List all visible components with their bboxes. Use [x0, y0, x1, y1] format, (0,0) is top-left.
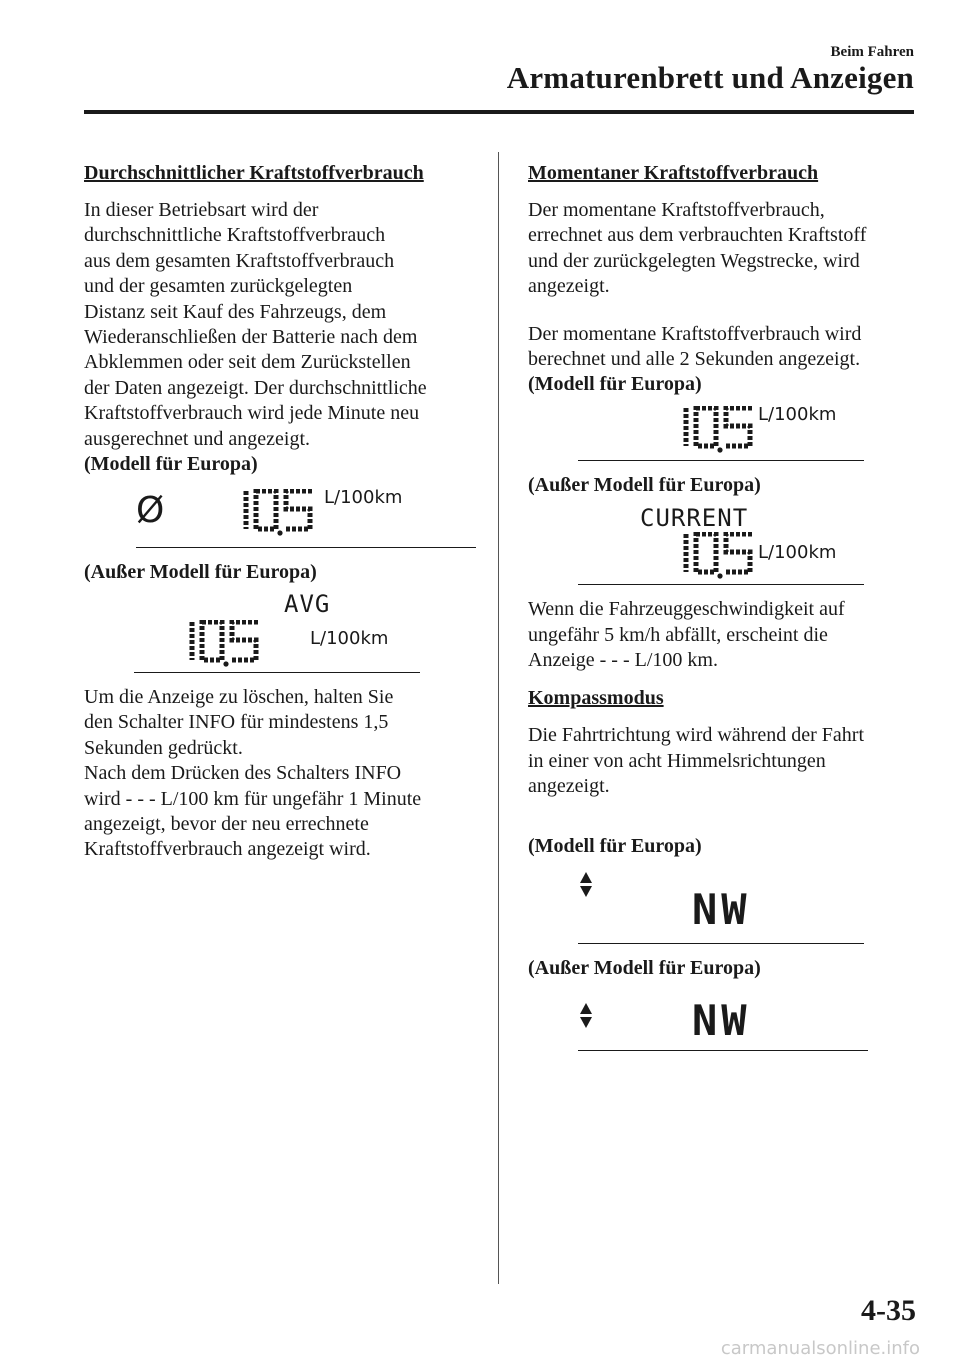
- label-model-non-europe: (Außer Modell für Europa): [528, 957, 761, 980]
- unit-label: L/100km: [758, 403, 837, 425]
- text-line: Distanz seit Kauf des Fahrzeugs, dem: [84, 300, 387, 323]
- average-intro-paragraph: [84, 198, 478, 452]
- text-line: angezeigt.: [528, 275, 610, 298]
- compass-arrow-icon: [578, 871, 594, 901]
- page-title: Armaturenbrett und Anzeigen: [506, 60, 914, 95]
- text-line: Der momentane Kraftstoffverbrauch wird: [528, 322, 862, 345]
- segment-digits: [186, 620, 266, 668]
- text-line: errechnet aus dem verbrauchten Kraftstoff: [528, 224, 867, 247]
- text-line: und der zurückgelegten Wegstrecke, wird: [528, 249, 860, 272]
- compass-paragraph: [528, 723, 922, 799]
- text-line: Wenn die Fahrzeuggeschwindigkeit auf: [528, 598, 845, 621]
- text-line: berechnet und alle 2 Sekunden angezeigt.: [528, 348, 861, 371]
- text-line: Kraftstoffverbrauch angezeigt wird.: [84, 838, 371, 861]
- compass-direction: NW: [692, 995, 751, 1045]
- watermark: carmanualsonline.info: [720, 1338, 920, 1359]
- segment-digits: [680, 532, 760, 580]
- text-line: ungefähr 5 km/h abfällt, erscheint die: [528, 623, 828, 646]
- section-heading-current: Momentaner Kraftstoffverbrauch: [528, 162, 819, 184]
- unit-label: L/100km: [324, 487, 403, 509]
- text-line: Sekunden gedrückt.: [84, 736, 243, 759]
- label-model-non-europe: (Außer Modell für Europa): [84, 561, 317, 584]
- label-model-europe: (Modell für Europa): [528, 834, 702, 857]
- text-line: durchschnittliche Kraftstoffverbrauch: [84, 224, 386, 247]
- average-reset-paragraph: [84, 685, 478, 863]
- segment-digits: [240, 489, 320, 537]
- text-line: angezeigt, bevor der neu errechnete: [84, 812, 369, 835]
- unit-label: L/100km: [758, 542, 837, 564]
- display-compass-europe: [578, 867, 864, 944]
- display-average-europe: [136, 485, 476, 548]
- segment-digits: [680, 406, 760, 454]
- right-column: [528, 160, 922, 1051]
- text-line: wird - - - L/100 km für ungefähr 1 Minute: [84, 787, 422, 810]
- text-line: den Schalter INFO für mindestens 1,5: [84, 711, 389, 734]
- text-line: Nach dem Drücken des Schalters INFO: [84, 762, 402, 785]
- section-heading-compass: Kompassmodus: [528, 687, 664, 710]
- text-line: in einer von acht Himmelsrichtungen: [528, 749, 826, 772]
- text-line: der Daten angezeigt. Der durchschnittliche: [84, 376, 427, 399]
- text-line: aus dem gesamten Kraftstoffverbrauch: [84, 249, 395, 272]
- page-number: 4-35: [861, 1294, 916, 1327]
- unit-label: L/100km: [310, 627, 389, 649]
- avg-label: AVG: [284, 589, 331, 618]
- compass-arrow-icon: [578, 1002, 594, 1032]
- text-line: In dieser Betriebsart wird der: [84, 199, 319, 221]
- text-line: und der gesamten zurückgelegten: [84, 275, 353, 298]
- column-divider: [498, 152, 499, 1284]
- text-line: angezeigt.: [528, 775, 610, 798]
- display-current-europe: [578, 404, 864, 461]
- label-model-non-europe: (Außer Modell für Europa): [528, 473, 761, 496]
- text-line: Um die Anzeige zu löschen, halten Sie: [84, 685, 394, 708]
- text-line: Abklemmen oder seit dem Zurückstellen: [84, 351, 411, 374]
- current-label: CURRENT: [640, 504, 749, 533]
- header-section-label: Beim Fahren: [830, 44, 914, 60]
- text-line: ausgerechnet und angezeigt.: [84, 427, 311, 450]
- display-average-non-europe: [134, 590, 420, 673]
- text-line: Anzeige - - - L/100 km.: [528, 649, 718, 672]
- display-current-non-europe: [578, 504, 864, 585]
- current-low-speed-paragraph: [528, 597, 922, 673]
- current-interval-paragraph: [528, 322, 922, 373]
- label-model-europe: (Modell für Europa): [84, 453, 258, 476]
- text-line: Der momentane Kraftstoffverbrauch,: [528, 199, 825, 221]
- left-column: [84, 160, 478, 863]
- current-intro-paragraph: [528, 198, 922, 300]
- header-rule: [84, 110, 914, 114]
- text-line: Wiederanschließen der Batterie nach dem: [84, 326, 418, 349]
- text-line: Die Fahrtrichtung wird während der Fahrt: [528, 724, 865, 747]
- section-heading-average: Durchschnittlicher Kraftstoffverbrauch: [84, 162, 424, 184]
- compass-direction: NW: [692, 885, 751, 935]
- label-model-europe: (Modell für Europa): [528, 373, 702, 396]
- average-symbol-icon: Ø: [136, 490, 165, 532]
- text-line: Kraftstoffverbrauch wird jede Minute neu: [84, 402, 420, 425]
- display-compass-non-europe: [578, 994, 868, 1051]
